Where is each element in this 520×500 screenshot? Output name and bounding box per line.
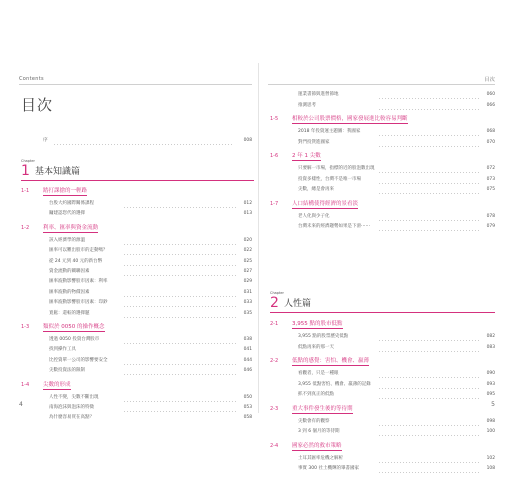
leader-dots — [123, 367, 238, 375]
page-number: 5 — [491, 401, 495, 408]
leader-dots — [53, 137, 233, 145]
toc-row — [49, 268, 252, 276]
leader-dots — [123, 310, 238, 318]
leader-dots — [378, 465, 481, 473]
toc-item-text: 尖數會有的觀察 — [298, 418, 330, 424]
leader-dots — [123, 357, 238, 365]
toc-item-text: 3 到 6 個月的等待期 — [298, 429, 340, 434]
toc-row — [298, 418, 495, 426]
toc-page-number: 083 — [486, 344, 495, 350]
section-heading — [21, 323, 252, 331]
leader-dots — [378, 139, 481, 147]
toc-row — [49, 336, 252, 344]
section-title: 利率、匯率與資金流動 — [43, 224, 99, 231]
toc-item-text: 事實 300 社土機輝的畢書國家 — [298, 466, 359, 471]
toc-item-text: 3,955 低點害怕、機會、羸薄的記錄 — [298, 381, 371, 387]
toc-row — [298, 128, 495, 136]
left-page — [9, 63, 258, 421]
toc-page-number: 075 — [486, 187, 495, 192]
leader-dots — [123, 299, 238, 307]
section-heading — [270, 320, 495, 328]
leader-dots — [378, 381, 481, 389]
toc-item-text: 寬鬆：還較的選擇題 — [49, 310, 90, 316]
toc-row — [298, 91, 495, 99]
toc-item-text: 匯率波動的物價因素 — [49, 289, 90, 295]
toc-row — [298, 391, 495, 399]
toc-row — [49, 258, 252, 266]
page-title: 目次 — [21, 96, 54, 114]
toc-item-text: 該入經濟學的源溫 — [49, 237, 85, 243]
toc-page-number: 041 — [243, 347, 252, 353]
toc-item-text: 找到操作工具 — [49, 347, 76, 353]
toc-page-number: 098 — [486, 418, 495, 424]
toc-page-number: 060 — [486, 92, 495, 97]
toc-page-number: 078 — [486, 213, 495, 219]
toc-row — [298, 165, 495, 173]
leader-dots — [123, 237, 238, 245]
leader-dots — [378, 102, 481, 110]
toc-row — [49, 357, 252, 365]
section-title: 2 年 1 尖數 — [292, 153, 321, 159]
toc-page-number: 073 — [486, 176, 495, 182]
toc-row — [298, 176, 495, 184]
toc-item-text: 匯率可以難出股市的走動嗎？ — [49, 248, 108, 254]
toc-row — [298, 186, 495, 194]
toc-row — [298, 455, 495, 463]
toc-row-preface — [43, 137, 252, 145]
toc-page-number: 079 — [486, 224, 495, 229]
section-title: 人口結構使得經濟的景看淡 — [292, 200, 359, 207]
toc-item-text: 台灣未來的經濟趨勢如果是下滑⋯⋯ — [298, 224, 370, 229]
toc-page-number: 031 — [243, 289, 252, 295]
header-rule — [268, 84, 495, 85]
toc-item-text: 為什麼容易買在高點？ — [49, 415, 94, 421]
section-heading — [21, 224, 252, 232]
section-heading — [270, 357, 495, 365]
toc-item-text: 比控資單一公司的影響要安全 — [49, 357, 108, 363]
toc-item-text: 運業書節與進營節地 — [298, 92, 339, 97]
section-number: 2-2 — [270, 358, 279, 364]
toc-item-text: 鏞建認您代的選擇 — [49, 211, 85, 217]
leader-dots — [123, 346, 238, 354]
toc-page-number: 038 — [243, 337, 252, 342]
toc-row — [298, 370, 495, 378]
section-heading — [270, 442, 495, 450]
section-title: 國家必然的救市策略 — [292, 442, 342, 449]
toc-page-number: 053 — [243, 405, 252, 410]
toc-row — [49, 247, 252, 255]
section-heading — [21, 381, 252, 389]
section-number: 1-4 — [21, 381, 30, 388]
toc-row — [49, 310, 252, 318]
toc-row — [298, 465, 495, 473]
section-number: 2-3 — [270, 405, 279, 412]
section-number: 1-1 — [21, 188, 30, 194]
toc-row — [298, 344, 495, 352]
toc-page-number: 046 — [243, 368, 252, 374]
toc-row — [49, 299, 252, 307]
toc-page-number: 082 — [486, 334, 495, 339]
toc-page-number: 068 — [486, 129, 495, 134]
running-head: 目次 — [484, 77, 495, 83]
toc-row — [49, 367, 252, 375]
leader-dots — [378, 455, 481, 463]
toc-row — [49, 404, 252, 412]
section-title: 重大事件發生後的等待期 — [292, 405, 353, 412]
chapter-number: 2 — [270, 295, 279, 311]
section-number: 1-6 — [270, 153, 279, 159]
chapter-label: Chapter — [21, 159, 35, 163]
toc-row — [49, 346, 252, 354]
section-heading — [270, 115, 495, 123]
toc-page-number: 022 — [243, 248, 252, 254]
leader-dots — [378, 186, 481, 194]
toc-page-number: 102 — [486, 455, 495, 461]
toc-row — [298, 428, 495, 436]
toc-item-text: 從 24 元到 40 元的新台幣 — [49, 258, 103, 264]
leader-dots — [123, 210, 238, 218]
leader-dots — [378, 418, 481, 426]
chapter-rule — [270, 312, 495, 313]
toc-item-text: 2018 年投資運主題圖：我國家 — [298, 129, 361, 134]
section-number: 1-2 — [21, 224, 30, 231]
toc-page-number: 044 — [243, 357, 252, 363]
leader-dots — [123, 289, 238, 297]
toc-item-text: 序 — [43, 138, 48, 143]
toc-page-number: 012 — [243, 201, 252, 206]
section-heading — [270, 405, 495, 413]
toc-page-number: 066 — [486, 102, 495, 108]
toc-item-text: 匯率波動影響股市因素：利率 — [49, 279, 108, 285]
chapter-label: Chapter — [270, 291, 284, 295]
toc-item-text: 台股大約國際關係課程 — [49, 201, 94, 206]
toc-page-number: 090 — [486, 371, 495, 376]
section-number: 1-7 — [270, 200, 279, 207]
leader-dots — [123, 278, 238, 286]
toc-item-text: 匯率波動影響股市因素：印鈔 — [49, 300, 108, 306]
leader-dots — [378, 428, 481, 436]
toc-item-text: 透過 0050 投資台灣股市 — [49, 337, 100, 342]
toc-page-number: 072 — [486, 166, 495, 171]
toc-row — [49, 210, 252, 218]
leader-dots — [123, 336, 238, 344]
book-spread — [9, 63, 511, 471]
toc-page-number: 020 — [243, 237, 252, 243]
chapter-title: 基本知識篇 — [35, 167, 81, 177]
toc-item-text: 投資多樣性，台灣不是唯一市場 — [298, 176, 361, 182]
leader-dots — [378, 391, 481, 399]
section-title: 類似於 0050 的操作概念 — [43, 324, 105, 330]
section-title: 低點的感覺：害怕、機會、羸薄 — [292, 358, 370, 364]
toc-row — [49, 200, 252, 208]
toc-page-number: 027 — [243, 269, 252, 274]
toc-item-text: 推測思考 — [298, 102, 316, 108]
leader-dots — [378, 165, 481, 173]
toc-item-text: 對門投貨進國家 — [298, 139, 330, 145]
section-title: 3,955 點的股市低點 — [292, 321, 343, 327]
leader-dots — [378, 128, 481, 136]
toc-row — [298, 223, 495, 231]
toc-row — [49, 394, 252, 402]
section-number: 1-3 — [21, 324, 30, 330]
toc-row — [298, 333, 495, 341]
toc-row — [49, 278, 252, 286]
running-head: Contents — [19, 76, 44, 82]
chapter-rule — [21, 180, 254, 181]
chapter-title: 人性篇 — [284, 299, 312, 309]
header-rule — [19, 84, 252, 85]
toc-page-number: 013 — [243, 211, 252, 217]
section-title: 相較於公司股票價格，國家發展進比較容易判斷 — [292, 116, 408, 122]
leader-dots — [378, 333, 481, 341]
section-title: 踏打課搶的一輕路 — [43, 188, 88, 194]
section-heading — [270, 152, 495, 160]
toc-row — [49, 414, 252, 422]
toc-item-text: 老人化與少子化 — [298, 213, 330, 219]
toc-item-text: 尖數投資法的限制 — [49, 368, 85, 374]
right-page — [262, 63, 511, 471]
toc-item-text: 看觀者，只是一種眼 — [298, 371, 339, 376]
leader-dots — [123, 394, 238, 402]
leader-dots — [378, 91, 481, 99]
leader-dots — [123, 200, 238, 208]
toc-row — [298, 139, 495, 147]
section-title: 尖數的形成 — [43, 381, 71, 388]
section-heading — [21, 187, 252, 195]
section-number: 2-4 — [270, 442, 279, 449]
toc-row — [49, 237, 252, 245]
leader-dots — [123, 247, 238, 255]
toc-page-number: 093 — [486, 381, 495, 387]
toc-row — [298, 381, 495, 389]
toc-page-number: 058 — [243, 415, 252, 421]
toc-page-number: 025 — [243, 258, 252, 264]
toc-item-text: 尖數，總是會再來 — [298, 187, 334, 192]
chapter-number: 1 — [21, 163, 30, 179]
toc-item-text: 資金流動的關聯因素 — [49, 269, 90, 274]
toc-page-number: 008 — [243, 138, 252, 143]
section-number: 2-1 — [270, 321, 279, 327]
toc-item-text: 南海泡沫與泡沫的特徵 — [49, 405, 94, 410]
toc-item-text: 人性不變，尖數不斷出現 — [49, 394, 99, 400]
leader-dots — [123, 404, 238, 412]
toc-page-number: 035 — [243, 310, 252, 316]
toc-page-number: 095 — [486, 392, 495, 397]
toc-row — [298, 102, 495, 110]
leader-dots — [378, 176, 481, 184]
toc-page-number: 029 — [243, 279, 252, 285]
leader-dots — [378, 213, 481, 221]
toc-item-text: 低點再來的那一天 — [298, 344, 334, 350]
toc-row — [298, 213, 495, 221]
toc-item-text: 只要解一市場，指標的近的股泡數出現 — [298, 166, 375, 171]
toc-page-number: 070 — [486, 139, 495, 145]
leader-dots — [123, 258, 238, 266]
toc-item-text: 3,955 點的股票歷史低點 — [298, 334, 349, 339]
toc-page-number: 050 — [243, 394, 252, 400]
toc-page-number: 033 — [243, 300, 252, 306]
toc-item-text: 土耳其匯率危機之解析 — [298, 455, 343, 461]
section-number: 1-5 — [270, 116, 279, 122]
toc-page-number: 100 — [486, 429, 495, 434]
leader-dots — [378, 344, 481, 352]
toc-page-number: 108 — [486, 466, 495, 471]
leader-dots — [378, 370, 481, 378]
section-heading — [270, 200, 495, 208]
leader-dots — [378, 223, 481, 231]
leader-dots — [123, 268, 238, 276]
toc-row — [49, 289, 252, 297]
page-number: 4 — [19, 401, 23, 408]
toc-item-text: 抓不到真正的低點 — [298, 392, 334, 397]
leader-dots — [123, 414, 238, 422]
